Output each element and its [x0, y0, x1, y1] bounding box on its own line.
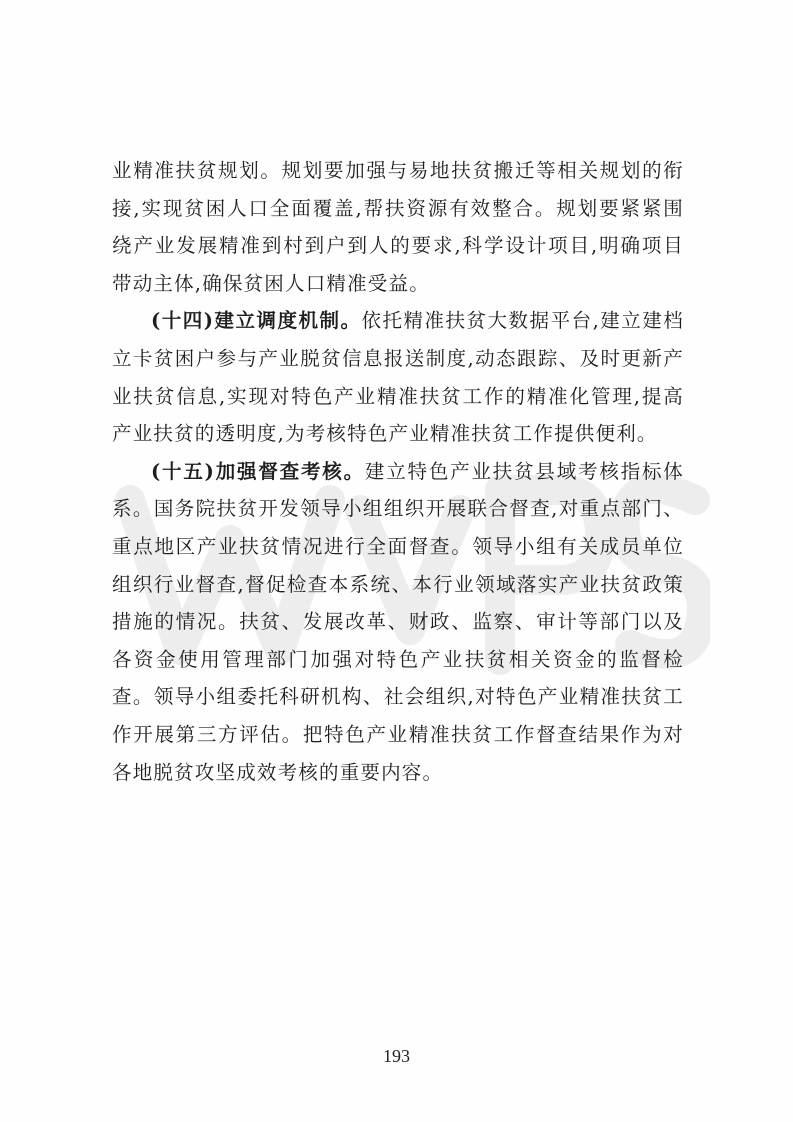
- paragraph-section-14: [112, 302, 684, 452]
- paragraph-continued: [112, 152, 684, 302]
- section-heading: (十四)建立调度机制。: [151, 309, 362, 333]
- body-text: [112, 152, 684, 791]
- section-heading: (十五)加强督查考核。: [151, 459, 365, 483]
- paragraph-text: 业精准扶贫规划。规划要加强与易地扶贫搬迁等相关规划的衔接,实现贫困人口全面覆盖,帮扶资源有效整合。规划要紧紧围绕产业发展精准到村到户到人的要求,科学设计项目,明确项目带动主体,确保贫困人口精准受益。: [112, 159, 684, 295]
- paragraph-text: 依托精准扶贫大数据平台,建立建档立卡贫困户参与产业脱贫信息报送制度,动态跟踪、及时更新产业扶贫信息,实现对特色产业精准扶贫工作的精准化管理,提高产业扶贫的透明度,为考核特色产业精准扶贫工作提供便利。: [112, 309, 684, 446]
- page-number: 193: [383, 1046, 410, 1066]
- paragraph-section-15: [112, 453, 684, 791]
- paragraph-text: 建立特色产业扶贫县域考核指标体系。国务院扶贫开发领导小组组织开展联合督查,对重点部门、重点地区产业扶贫情况进行全面督查。领导小组有关成员单位组织行业督查,督促检查本系统、本行业领域落实产业扶贫政策措施的情况。扶贫、发展改革、财政、监察、审计等部门以及各资金使用管理部门加强对特色产业扶贫相关资金的监督检查。领导小组委托科研机构、社会组织,对特色产业精准扶贫工作开展第三方评估。把特色产业精准扶贫工作督查结果作为对各地脱贫攻坚成效考核的重要内容。: [112, 459, 684, 784]
